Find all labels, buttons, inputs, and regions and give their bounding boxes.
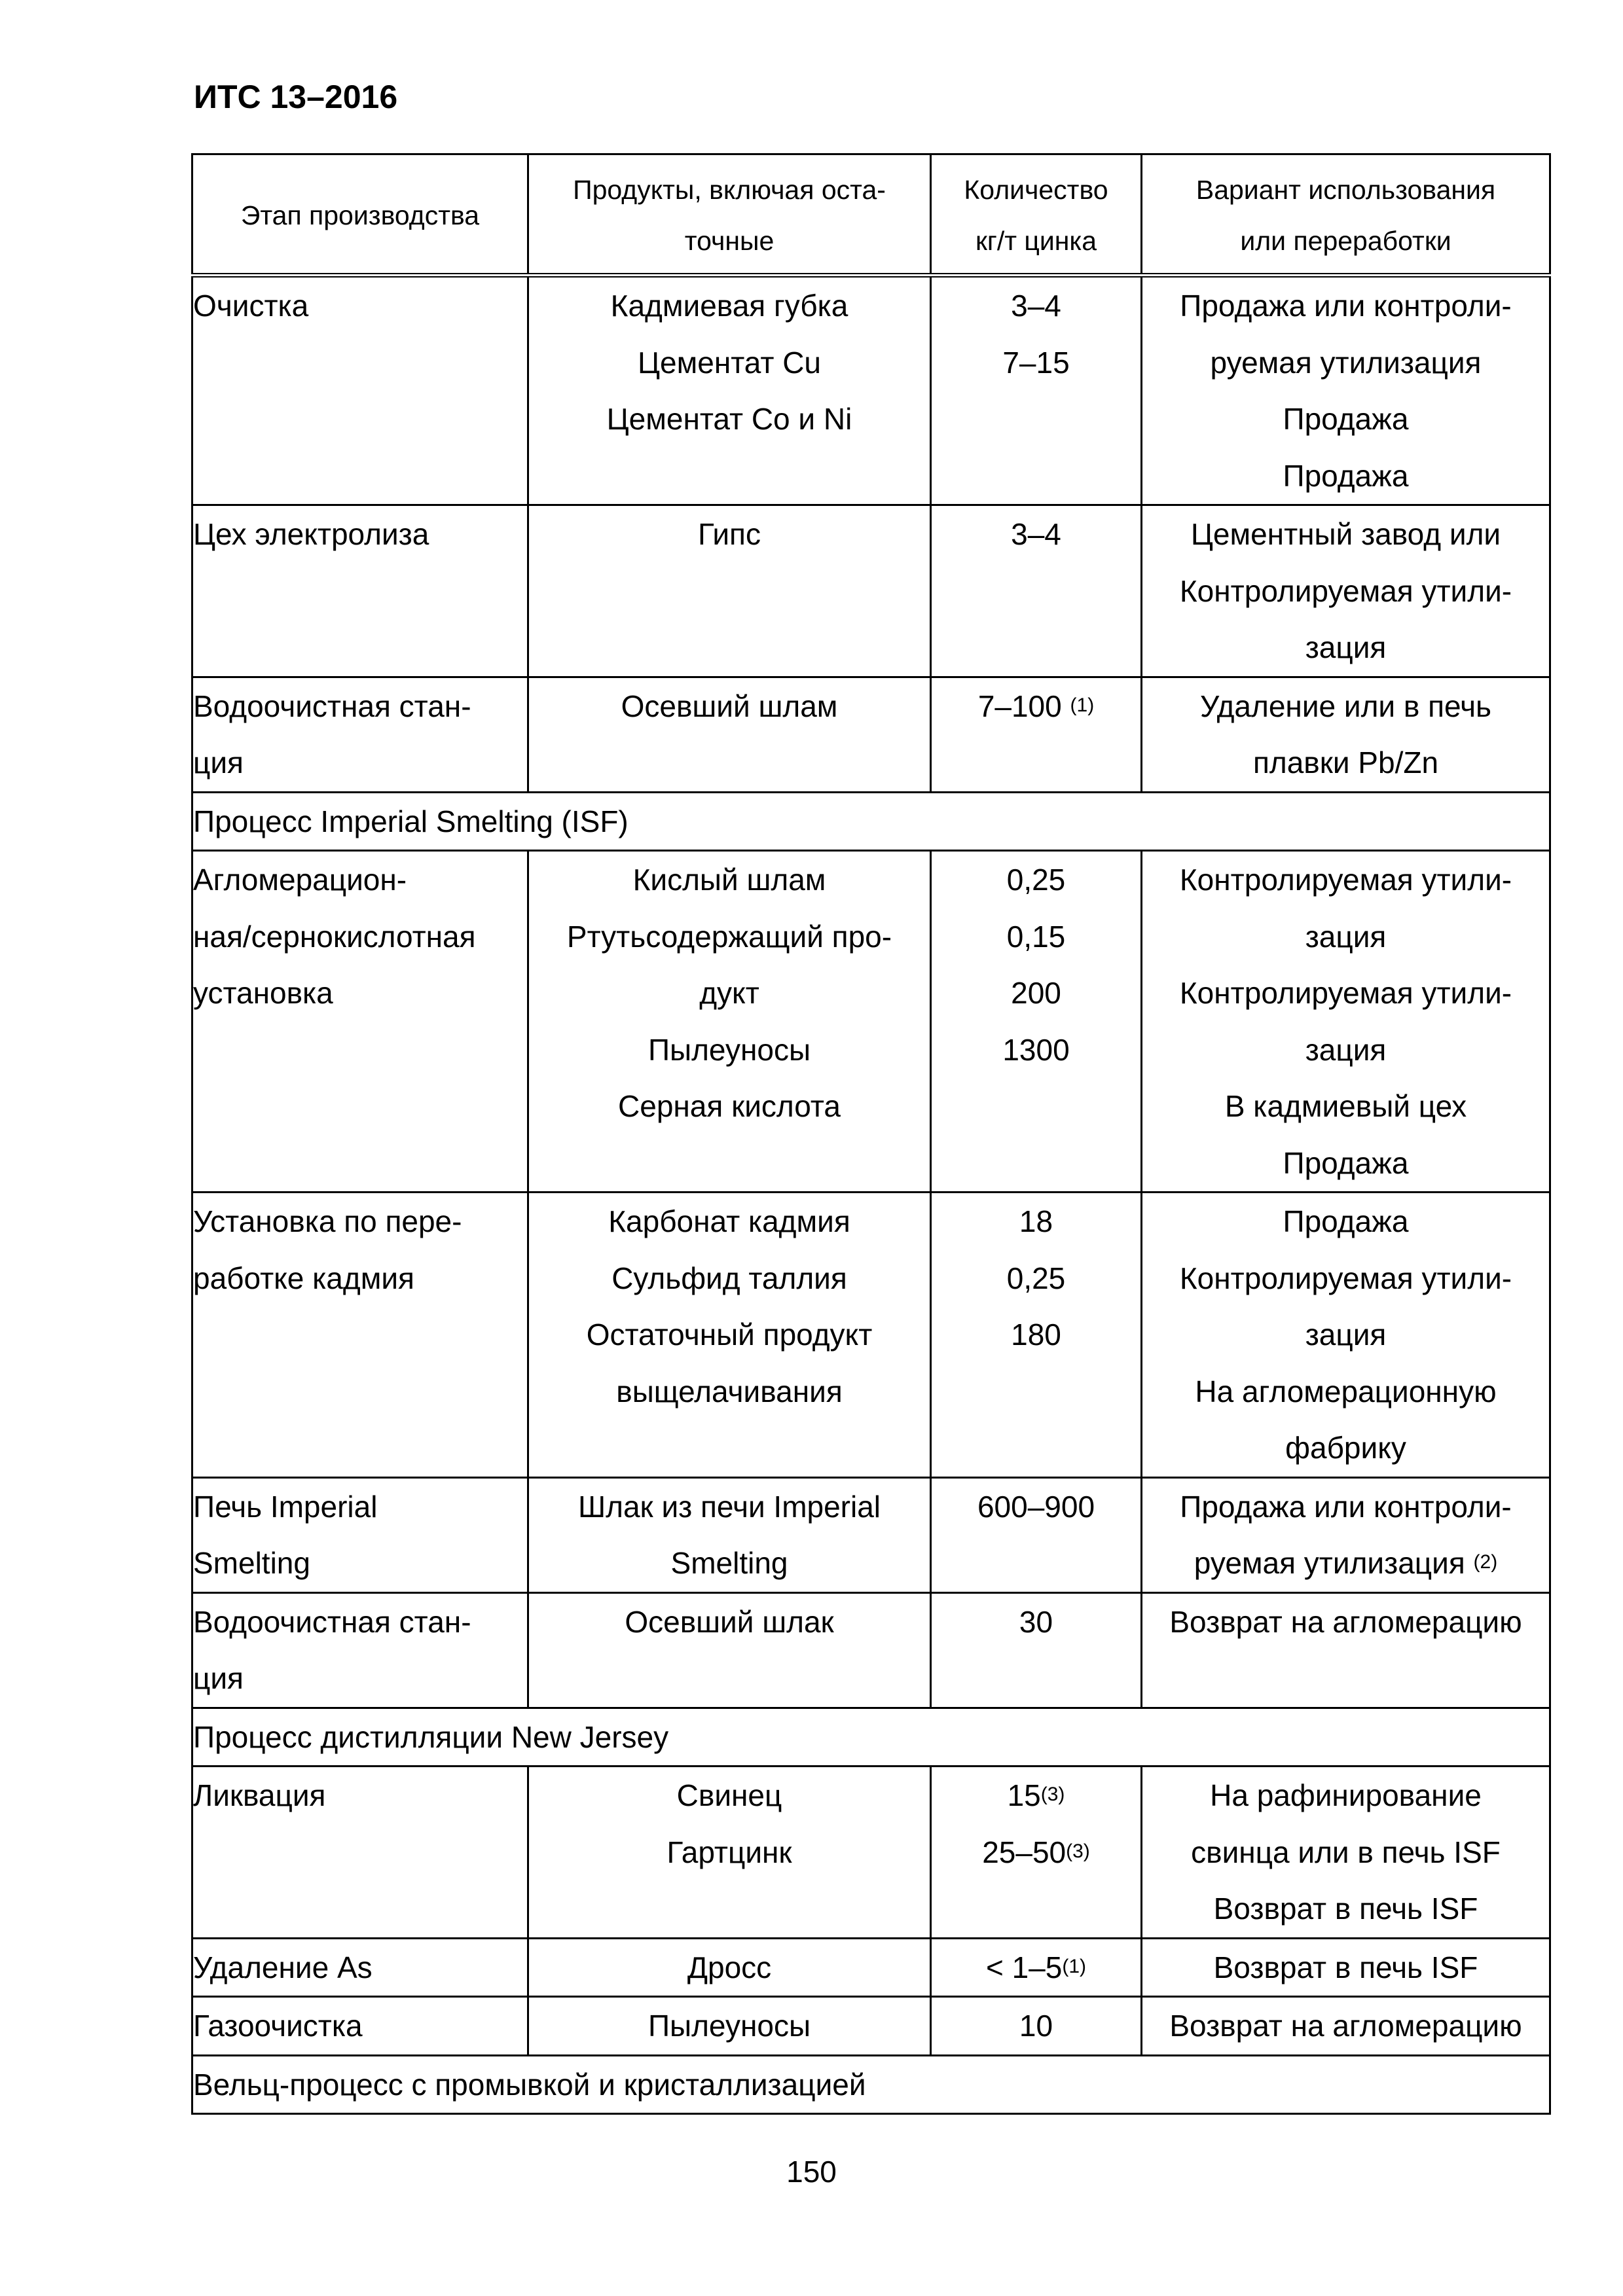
use-line: На агломерационную <box>1195 1374 1497 1408</box>
use-line: Возврат в печь ISF <box>1213 1950 1478 1984</box>
products-line: Остаточный продукт <box>586 1318 873 1352</box>
products-line: выщелачивания <box>616 1374 843 1408</box>
stage-line: Газоочистка <box>193 2009 363 2043</box>
stage-line: ция <box>193 745 244 780</box>
cell-use <box>1142 1997 1550 2056</box>
products-line: Свинец <box>676 1778 782 1812</box>
products-line: Гартцинк <box>666 1835 792 1869</box>
products-line: Цементат Cu <box>638 345 821 380</box>
table-row <box>192 1592 1550 1708</box>
cell-products <box>528 1193 931 1478</box>
header-products-line: Продукты, включая оста- <box>573 175 886 205</box>
products-line: Серная кислота <box>618 1089 841 1123</box>
cell-stage <box>192 1938 528 1997</box>
cell-use <box>1142 1938 1550 1997</box>
footnote-marker: (3) <box>1066 1840 1090 1862</box>
quantity-line: 18 <box>1019 1204 1053 1238</box>
quantity-line <box>932 1824 1140 1881</box>
use-line: Продажа <box>1283 458 1409 493</box>
products-line: Кислый шлам <box>632 863 826 897</box>
table-row <box>192 677 1550 792</box>
section-title: Процесс дистилляции New Jersey <box>192 1708 1550 1767</box>
use-line <box>1142 1535 1549 1592</box>
cell-stage <box>192 1477 528 1592</box>
header-products <box>528 154 931 276</box>
quantity-line: 3–4 <box>1011 289 1061 323</box>
cell-products <box>528 1767 931 1939</box>
use-line: Контролируемая утили- <box>1179 1261 1512 1295</box>
cell-quantity <box>931 1997 1142 2056</box>
footnote-marker: (1) <box>1070 694 1095 716</box>
use-line: Контролируемая утили- <box>1179 976 1512 1010</box>
stage-line: работке кадмия <box>193 1261 414 1295</box>
table-header-row <box>192 154 1550 276</box>
section-row <box>192 1708 1550 1767</box>
stage-line: установка <box>193 976 333 1010</box>
stage-line: Очистка <box>193 289 309 323</box>
quantity-line: 1300 <box>1002 1032 1070 1067</box>
cell-stage <box>192 1997 528 2056</box>
use-line: Цементный завод или <box>1190 517 1501 551</box>
products-line: Smelting <box>670 1546 788 1580</box>
cell-use <box>1142 851 1550 1193</box>
cell-quantity <box>931 1767 1142 1939</box>
cell-products <box>528 851 931 1193</box>
table-row <box>192 276 1550 505</box>
cell-stage <box>192 851 528 1193</box>
products-line: Ртутьсодержащий про- <box>566 919 892 954</box>
quantity-line-text: 7–100 <box>977 689 1070 723</box>
header-stage <box>192 154 528 276</box>
cell-quantity <box>931 677 1142 792</box>
quantity-line <box>932 1767 1140 1824</box>
products-line: Сульфид таллия <box>611 1261 847 1295</box>
header-use-line: Вариант использования <box>1195 175 1496 205</box>
stage-line: Цех электролиза <box>193 517 429 551</box>
use-line: Возврат на агломерацию <box>1169 1604 1522 1639</box>
products-line: Цементат Co и Ni <box>606 402 852 436</box>
header-stage-line: Этап производства <box>240 200 480 230</box>
products-line: Осевший шлам <box>621 689 838 723</box>
cell-stage <box>192 677 528 792</box>
section-title: Вельц-процесс с промывкой и кристаллизацией <box>192 2055 1550 2114</box>
stage-line: Smelting <box>193 1546 310 1580</box>
quantity-line: 10 <box>1019 2009 1053 2043</box>
stage-line: Водоочистная стан- <box>193 1604 471 1639</box>
header-quantity-line: кг/т цинка <box>975 226 1097 256</box>
cell-products <box>528 1592 931 1708</box>
cell-products <box>528 677 931 792</box>
cell-quantity <box>931 1938 1142 1997</box>
cell-products <box>528 276 931 505</box>
use-line: Продажа <box>1283 1145 1409 1180</box>
products-line: дукт <box>699 976 759 1010</box>
section-row <box>192 792 1550 851</box>
document-header: ИТС 13–2016 <box>194 79 398 115</box>
table-body <box>192 276 1550 2114</box>
cell-products <box>528 505 931 677</box>
products-line: Осевший шлак <box>625 1604 834 1639</box>
table-row <box>192 1767 1550 1939</box>
quantity-line: 0,25 <box>1006 1261 1066 1295</box>
cell-use <box>1142 1193 1550 1478</box>
cell-stage <box>192 1193 528 1478</box>
stage-line: Агломерацион- <box>193 863 407 897</box>
cell-stage <box>192 1592 528 1708</box>
use-line: руемая утилизация <box>1210 345 1482 380</box>
quantity-line: 200 <box>1011 976 1061 1010</box>
quantity-line <box>932 678 1140 735</box>
products-line: Гипс <box>698 517 761 551</box>
page-number: 150 <box>786 2155 837 2189</box>
cell-stage <box>192 505 528 677</box>
products-line: Карбонат кадмия <box>608 1204 850 1238</box>
use-line: плавки Pb/Zn <box>1252 745 1439 780</box>
use-line: В кадмиевый цех <box>1224 1089 1467 1123</box>
cell-quantity <box>931 851 1142 1193</box>
cell-use <box>1142 1767 1550 1939</box>
header-products-line: точные <box>684 226 775 256</box>
use-line: Удаление или в печь <box>1199 689 1492 723</box>
cell-use <box>1142 677 1550 792</box>
stage-line: ная/сернокислотная <box>193 919 476 954</box>
cell-quantity <box>931 276 1142 505</box>
quantity-line: 0,15 <box>1006 919 1066 954</box>
table-row <box>192 505 1550 677</box>
use-line-text: руемая утилизация <box>1194 1546 1474 1580</box>
section-title: Процесс Imperial Smelting (ISF) <box>192 792 1550 851</box>
products-line: Дросс <box>687 1950 772 1984</box>
cell-stage <box>192 276 528 505</box>
table-row <box>192 1193 1550 1478</box>
cell-products <box>528 1997 931 2056</box>
quantity-line: 3–4 <box>1011 517 1061 551</box>
quantity-line-text: < 1–5 <box>985 1950 1063 1984</box>
stage-line: ция <box>193 1661 244 1695</box>
stage-line: Удаление As <box>193 1950 373 1984</box>
cell-quantity <box>931 1477 1142 1592</box>
table-row <box>192 1477 1550 1592</box>
quantity-line: 600–900 <box>977 1489 1095 1524</box>
quantity-line: 0,25 <box>1006 863 1066 897</box>
use-line: Продажа или контроли- <box>1180 1489 1512 1524</box>
use-line: Возврат на агломерацию <box>1169 2009 1522 2043</box>
stage-line: Водоочистная стан- <box>193 689 471 723</box>
products-line: Кадмиевая губка <box>610 289 848 323</box>
use-line: зация <box>1305 919 1387 954</box>
quantity-line-text: 15 <box>1007 1778 1041 1812</box>
cell-use <box>1142 1477 1550 1592</box>
cell-stage <box>192 1767 528 1939</box>
products-line: Шлак из печи Imperial <box>577 1489 881 1524</box>
cell-use <box>1142 1592 1550 1708</box>
stage-line: Ликвация <box>193 1778 326 1812</box>
cell-products <box>528 1938 931 1997</box>
quantity-line: 30 <box>1019 1604 1053 1639</box>
cell-quantity <box>931 505 1142 677</box>
header-use <box>1142 154 1550 276</box>
stage-line: Установка по пере- <box>193 1204 462 1238</box>
use-line: зация <box>1305 1318 1387 1352</box>
cell-quantity <box>931 1193 1142 1478</box>
footnote-marker: (1) <box>1062 1955 1087 1977</box>
use-line: свинца или в печь ISF <box>1191 1835 1501 1869</box>
residues-table <box>191 153 1551 2115</box>
use-line: Продажа <box>1283 1204 1409 1238</box>
table-row <box>192 1938 1550 1997</box>
use-line: Контролируемая утили- <box>1179 863 1512 897</box>
header-use-line: или переработки <box>1240 226 1451 256</box>
quantity-line <box>932 1939 1140 1996</box>
use-line: зация <box>1305 630 1387 664</box>
use-line: фабрику <box>1285 1431 1406 1465</box>
stage-line: Печь Imperial <box>193 1489 378 1524</box>
products-line: Пылеуносы <box>647 1032 811 1067</box>
use-line: зация <box>1305 1032 1387 1067</box>
quantity-line: 7–15 <box>1002 345 1070 380</box>
use-line: Контролируемая утили- <box>1179 573 1512 608</box>
use-line: Продажа <box>1283 402 1409 436</box>
table-row <box>192 1997 1550 2056</box>
use-line: Возврат в печь ISF <box>1213 1892 1478 1926</box>
cell-quantity <box>931 1592 1142 1708</box>
cell-use <box>1142 276 1550 505</box>
quantity-line: 180 <box>1011 1318 1061 1352</box>
header-quantity <box>931 154 1142 276</box>
use-line: На рафинирование <box>1210 1778 1482 1812</box>
header-quantity-line: Количество <box>964 175 1108 205</box>
quantity-line-text: 25–50 <box>982 1835 1067 1869</box>
footnote-marker: (2) <box>1473 1551 1498 1573</box>
use-line: Продажа или контроли- <box>1180 289 1512 323</box>
cell-products <box>528 1477 931 1592</box>
products-line: Пылеуносы <box>647 2009 811 2043</box>
cell-use <box>1142 505 1550 677</box>
footnote-marker: (3) <box>1040 1784 1065 1805</box>
section-row <box>192 2055 1550 2114</box>
table-row <box>192 851 1550 1193</box>
